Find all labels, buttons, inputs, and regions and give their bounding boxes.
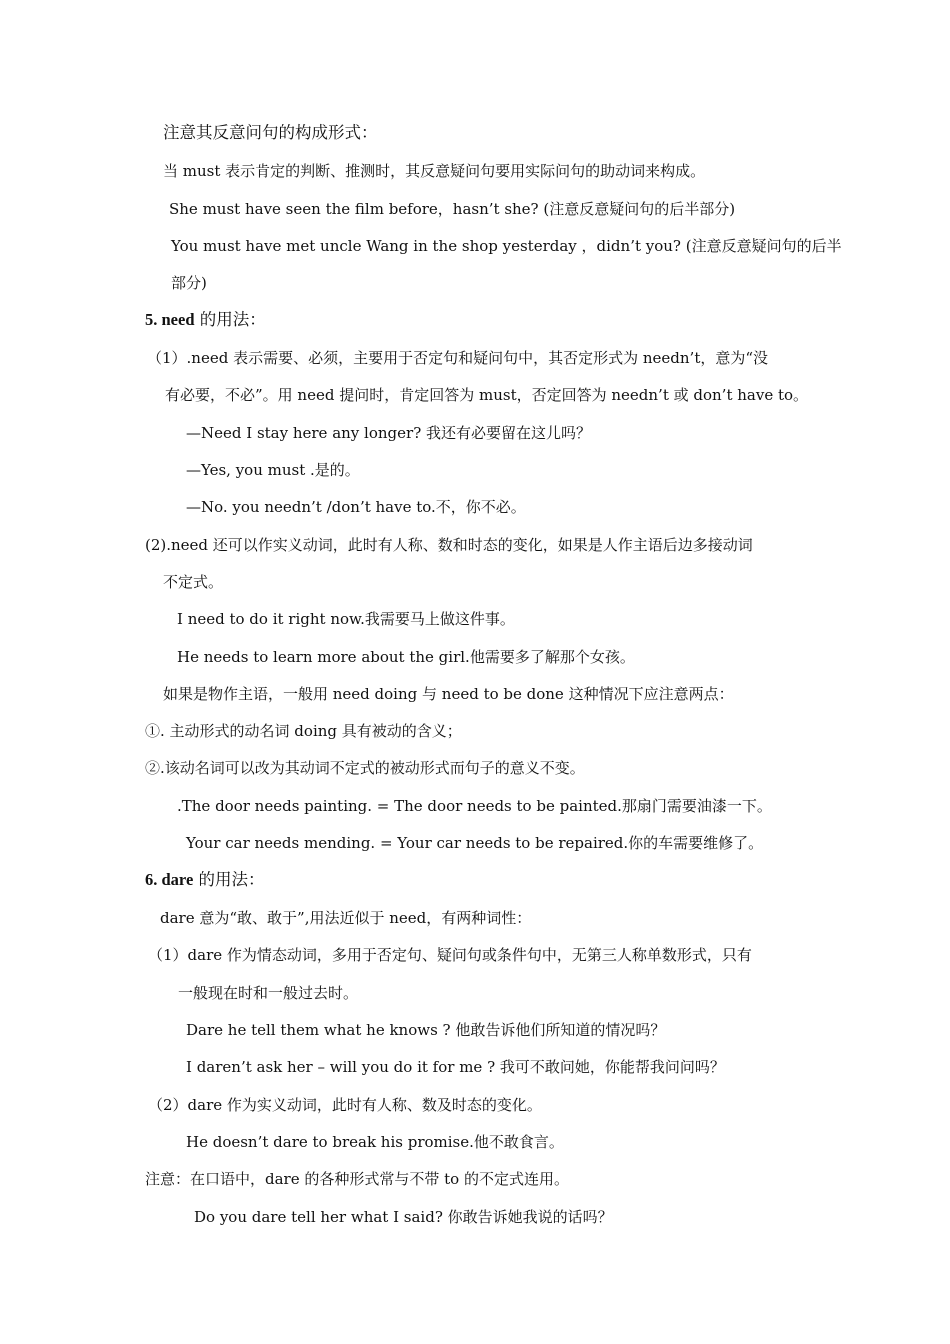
example-sentence: .The door needs painting. = The door needs to be painted.那扇门需要油漆一下。 (177, 797, 772, 815)
text-line: （1）.need 表示需要、必须，主要用于否定句和疑问句中，其否定形式为 needn’t，意为“没 (147, 349, 769, 367)
heading-text: 的用法： (193, 870, 265, 889)
example-sentence: She must have seen the film before，hasn’t she? (注意反意疑问句的后半部分) (169, 200, 736, 218)
example-sentence: Dare he tell them what he knows ? 他敢告诉他们所知道的情况吗？ (186, 1021, 666, 1039)
text-line: dare 意为“敢、敢于”,用法近似于 need，有两种词性： (160, 909, 532, 927)
text-line: 不定式。 (163, 573, 224, 591)
example-sentence: He doesn’t dare to break his promise.他不敢食言。 (186, 1133, 564, 1151)
example-sentence: I need to do it right now.我需要马上做这件事。 (177, 610, 515, 628)
text-line: ②.该动名词可以改为其动词不定式的被动形式而句子的意义不变。 (145, 759, 585, 777)
text-line: 一般现在时和一般过去时。 (178, 984, 359, 1002)
heading-text: 的用法： (194, 310, 266, 329)
example-sentence: I daren’t ask her – will you do it for me ? 我可不敢问她，你能帮我问问吗？ (186, 1058, 725, 1076)
heading-number: 5. need (145, 310, 195, 329)
heading-number: 6. dare (145, 870, 194, 889)
text-line: 有必要，不必”。用 need 提问时，肯定回答为 must，否定回答为 needn’t 或 don’t have to。 (165, 386, 809, 404)
text-line: 如果是物作主语，一般用 need doing 与 need to be done 这种情况下应注意两点： (163, 685, 734, 703)
text-line: (2).need 还可以作实义动词，此时有人称、数和时态的变化，如果是人作主语后边多接动词 (145, 536, 753, 554)
example-sentence: Your car needs mending. = Your car needs to be repaired.你的车需要维修了。 (186, 834, 764, 852)
example-sentence: —Yes, you must .是的。 (186, 461, 360, 479)
text-line: （1）dare 作为情态动词，多用于否定句、疑问句或条件句中，无第三人称单数形式，只有 (148, 946, 752, 964)
example-sentence: Do you dare tell her what I said? 你敢告诉她我说的话吗？ (194, 1208, 613, 1226)
text-line: （2）dare 作为实义动词，此时有人称、数及时态的变化。 (148, 1096, 542, 1114)
section-heading-need (145, 310, 266, 330)
text-line: 部分) (171, 274, 207, 292)
example-sentence: You must have met uncle Wang in the shop yesterday ，didn’t you? (注意反意疑问句的后半 (171, 237, 842, 255)
example-sentence: —Need I stay here any longer? 我还有必要留在这儿吗？ (186, 424, 592, 442)
example-sentence: He needs to learn more about the girl.他需要多了解那个女孩。 (177, 648, 635, 666)
section-heading-dare (145, 870, 265, 890)
text-line: ①. 主动形式的动名词 doing 具有被动的含义； (145, 722, 462, 740)
example-sentence: —No. you needn’t /don’t have to.不，你不必。 (186, 498, 526, 516)
text-line: 当 must 表示肯定的判断、推测时，其反意疑问句要用实际问句的助动词来构成。 (163, 162, 706, 180)
text-line: 注意：在口语中，dare 的各种形式常与不带 to 的不定式连用。 (145, 1170, 569, 1188)
text-line: 注意其反意问句的构成形式： (163, 123, 378, 142)
